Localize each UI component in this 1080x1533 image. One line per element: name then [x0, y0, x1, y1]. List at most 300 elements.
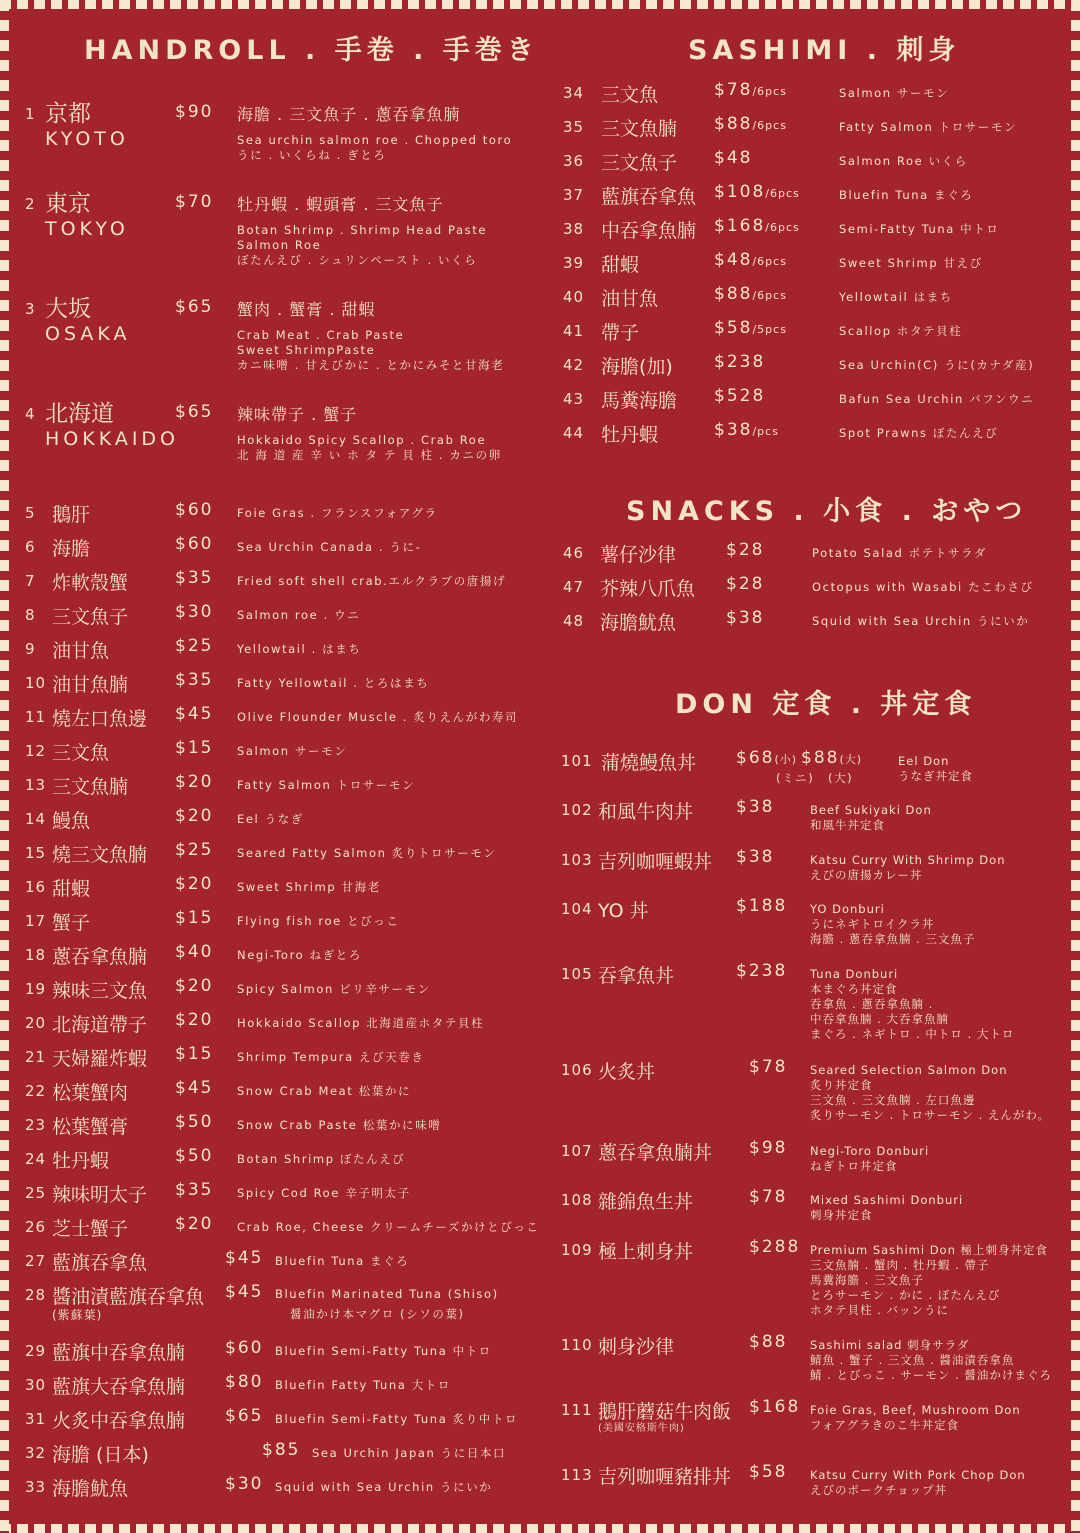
description-line: 和風牛丼定食 — [810, 818, 885, 832]
item-number: 44 — [563, 424, 585, 442]
item-description: Salmon サーモン — [237, 744, 348, 758]
item-number: 111 — [561, 1401, 593, 1419]
item-price: $45 — [175, 704, 214, 724]
item-number: 4 — [25, 405, 36, 423]
item-price: $60 — [175, 534, 214, 554]
item-name: 極上刺身丼 — [598, 1241, 694, 1263]
price-value: $48 — [714, 250, 753, 270]
item-number: 36 — [563, 152, 585, 170]
price-unit: /6pcs — [765, 221, 800, 234]
item-name: 海膽(加) — [601, 356, 673, 378]
item-number: 40 — [563, 288, 585, 306]
price-unit: /pcs — [752, 425, 779, 438]
item-name: 藍旗吞拿魚 — [52, 1252, 148, 1274]
item-price: $60 — [225, 1338, 264, 1358]
item-price: $38 — [736, 847, 775, 867]
description-line: Beef Sukiyaki Don — [810, 803, 932, 817]
item-name: 海膽 — [52, 538, 91, 560]
item-description: Fried soft shell crab.エルクラブの唐揚げ — [237, 574, 507, 588]
item-name: 松葉蟹膏 — [52, 1116, 129, 1138]
item-price: $80 — [225, 1372, 264, 1392]
item-number: 13 — [25, 776, 47, 794]
item-price: $45 — [225, 1282, 264, 1302]
item-price: $65 — [225, 1406, 264, 1426]
description-line: Negi-Toro Donburi — [810, 1144, 930, 1158]
description-line: 北 海 道 産 辛 い ホ タ テ 貝 柱 . カニの卵 — [237, 448, 502, 462]
item-number: 27 — [25, 1252, 47, 1270]
item-description: Sea Urchin Canada . うに- — [237, 540, 422, 554]
border-left — [0, 0, 9, 1533]
item-price: $88 — [749, 1332, 788, 1352]
item-number: 31 — [25, 1410, 47, 1428]
description-line: Seared Selection Salmon Don — [810, 1063, 1008, 1077]
item-name: 三文魚 — [601, 84, 659, 106]
item-name: 醬油漬藍旗吞拿魚 — [52, 1286, 205, 1308]
item-number: 20 — [25, 1014, 47, 1032]
price-value: $68 — [736, 748, 775, 768]
item-name: 薯仔沙律 — [600, 544, 677, 566]
item-description: Spicy Salmon ピリ辛サーモン — [237, 982, 431, 996]
item-number: 37 — [563, 186, 585, 204]
description-line: Katsu Curry With Pork Chop Don — [810, 1468, 1026, 1482]
item-name: 藍旗中吞拿魚腩 — [52, 1342, 186, 1364]
price-value: $78 — [714, 80, 753, 100]
item-description: Fatty Yellowtail . とろはまち — [237, 676, 430, 690]
item-name: 牡丹蝦 — [52, 1150, 110, 1172]
item-price: $20 — [175, 976, 214, 996]
price-unit: /6pcs — [752, 289, 787, 302]
item-description: Bluefin Semi-Fatty Tuna 中トロ — [275, 1344, 492, 1358]
price-unit: /6pcs — [752, 85, 787, 98]
price-value: $48 — [714, 148, 753, 168]
description-line: フォアグラきのこ牛丼定食 — [810, 1418, 960, 1432]
description-line: 炙り丼定食 — [810, 1078, 873, 1092]
price-value: $238 — [714, 352, 766, 372]
item-description: Sweet Shrimp 甘海老 — [237, 880, 381, 894]
description-line: 馬糞海膽 . 三文魚子 — [810, 1273, 924, 1287]
item-price — [714, 420, 779, 440]
description-line: 海膽 . 蔥吞拿魚腩 . 三文魚子 — [810, 932, 976, 946]
item-price: $15 — [175, 908, 214, 928]
item-price — [714, 114, 787, 134]
item-name: 天婦羅炸蝦 — [52, 1048, 148, 1070]
item-description — [810, 803, 932, 833]
description-line: 鯖 . とびっこ . サーモン . 醤油かけまぐろ — [810, 1368, 1052, 1382]
item-name: 炸軟殼蟹 — [52, 572, 129, 594]
item-number: 30 — [25, 1376, 47, 1394]
item-name: 三文魚腩 — [601, 118, 678, 140]
item-description: Salmon サーモン — [839, 86, 950, 100]
item-price: $15 — [175, 1044, 214, 1064]
item-price: $98 — [749, 1138, 788, 1158]
item-subname: (紫蘇葉) — [52, 1308, 103, 1322]
price-unit: /6pcs — [752, 119, 787, 132]
item-name: 辣味三文魚 — [52, 980, 148, 1002]
item-description: Bluefin Semi-Fatty Tuna 炙り中トロ — [275, 1412, 519, 1426]
description-line: カニ味噌 . 甘えびかに . とかにみそと甘海老 — [237, 358, 505, 372]
item-price: $78 — [749, 1057, 788, 1077]
item-number: 5 — [25, 504, 36, 522]
item-name: 鵝肝 — [52, 504, 91, 526]
price-value-2: $88 — [801, 748, 840, 768]
item-number: 2 — [25, 195, 36, 213]
item-name: 蔥吞拿魚腩 — [52, 946, 148, 968]
item-price: $78 — [749, 1187, 788, 1207]
item-price: $60 — [175, 500, 214, 520]
item-price: $238 — [736, 961, 788, 981]
item-name: 芥辣八爪魚 — [600, 578, 696, 600]
item-name: 甜蝦 — [52, 878, 91, 900]
item-name: 馬糞海膽 — [601, 390, 678, 412]
item-price: $30 — [225, 1474, 264, 1494]
item-description: Eel うなぎ — [237, 812, 304, 826]
item-price: $85 — [262, 1440, 301, 1460]
price-sub-note: (ミニ) — [776, 771, 815, 785]
item-name: 燒左口魚邊 — [52, 708, 148, 730]
item-price: $50 — [175, 1112, 214, 1132]
item-number: 25 — [25, 1184, 47, 1202]
item-number: 113 — [561, 1466, 593, 1484]
item-price: $50 — [175, 1146, 214, 1166]
item-number: 35 — [563, 118, 585, 136]
item-name: 吉列咖喱蝦丼 — [598, 851, 713, 873]
item-name: 藍旗吞拿魚 — [601, 186, 697, 208]
description-line: YO Donburi — [810, 902, 885, 916]
item-number: 3 — [25, 300, 36, 318]
item-number: 1 — [25, 105, 36, 123]
item-description: Seared Fatty Salmon 炙りトロサーモン — [237, 846, 497, 860]
description-line: 三文魚 . 三文魚腩 . 左口魚邊 — [810, 1093, 976, 1107]
item-name: 東京 — [45, 191, 91, 217]
description-line: Premium Sashimi Don 極上刺身丼定食 — [810, 1243, 1049, 1257]
item-description: Botan Shrimp ぼたんえび — [237, 1152, 406, 1166]
handroll-title: HANDROLL . 手卷 . 手巻き — [84, 35, 539, 66]
item-number: 47 — [563, 578, 585, 596]
item-description: Shrimp Tempura えび天巻き — [237, 1050, 425, 1064]
item-description — [237, 133, 512, 163]
item-number: 109 — [561, 1241, 593, 1259]
item-name: 松葉蟹肉 — [52, 1082, 129, 1104]
item-name: 吉列咖喱豬排丼 — [598, 1466, 732, 1488]
item-description — [898, 754, 973, 784]
border-right — [1071, 0, 1080, 1533]
item-name: 牡丹蝦 — [601, 424, 659, 446]
item-number: 108 — [561, 1191, 593, 1209]
item-title: 海膽 . 三文魚子 . 蔥吞拿魚腩 — [237, 105, 461, 124]
price-value: $528 — [714, 386, 766, 406]
item-price — [714, 182, 800, 202]
description-line: Hokkaido Spicy Scallop . Crab Roe — [237, 433, 487, 447]
description-line: まぐろ . ネギトロ . 中トロ . 大トロ — [810, 1027, 1015, 1041]
price-note: (小) — [774, 753, 798, 766]
description-line: Tuna Donburi — [810, 967, 899, 981]
item-number: 104 — [561, 900, 593, 918]
item-name: 蟹子 — [52, 912, 91, 934]
item-price: $38 — [736, 797, 775, 817]
item-number: 41 — [563, 322, 585, 340]
description-line: ホタテ貝柱 . バッンうに — [810, 1303, 949, 1317]
item-description — [810, 902, 975, 947]
item-description — [810, 853, 1005, 883]
item-number: 16 — [25, 878, 47, 896]
item-number: 48 — [563, 612, 585, 630]
snacks-title: SNACKS . 小食 . おやつ — [626, 496, 1028, 527]
item-name: 帶子 — [601, 322, 640, 344]
item-description: Squid with Sea Urchin うにいか — [812, 614, 1030, 628]
item-description: Olive Flounder Muscle . 炙りえんがわ寿司 — [237, 710, 519, 724]
item-number: 17 — [25, 912, 47, 930]
description-line: 刺身丼定食 — [810, 1208, 873, 1222]
item-description: Flying fish roe とびっこ — [237, 914, 400, 928]
price-value: $88 — [714, 284, 753, 304]
item-price — [714, 386, 765, 406]
item-number: 9 — [25, 640, 36, 658]
item-price: $20 — [175, 1010, 214, 1030]
item-number: 43 — [563, 390, 585, 408]
item-price: $40 — [175, 942, 214, 962]
item-price: $15 — [175, 738, 214, 758]
item-name: 三文魚子 — [601, 152, 678, 174]
description-line: Eel Don — [898, 754, 950, 768]
price-note-2: (大) — [839, 753, 863, 766]
item-description — [237, 433, 502, 463]
item-number: 15 — [25, 844, 47, 862]
item-number: 18 — [25, 946, 47, 964]
item-number: 8 — [25, 606, 36, 624]
item-number: 14 — [25, 810, 47, 828]
item-title: 辣味帶子 . 蟹子 — [237, 405, 358, 424]
price-value: $38 — [714, 420, 753, 440]
description-line: Sashimi salad 刺身サラダ — [810, 1338, 970, 1352]
price-value: $108 — [714, 182, 766, 202]
item-price: $90 — [175, 102, 214, 122]
item-price: $45 — [225, 1248, 264, 1268]
item-name: 海膽魷魚 — [600, 612, 677, 634]
item-name: 海膽魷魚 — [52, 1478, 129, 1500]
description-line: Katsu Curry With Shrimp Don — [810, 853, 1006, 867]
item-name: 甜蝦 — [601, 254, 640, 276]
item-name: 三文魚子 — [52, 606, 129, 628]
item-description — [810, 1144, 929, 1174]
item-price — [714, 284, 787, 304]
description-line: 炙りサーモン . トロサーモン . えんがわ。 — [810, 1108, 1050, 1122]
item-name: 北海道 — [45, 401, 114, 427]
item-romaji: HOKKAIDO — [45, 428, 180, 450]
item-description: Scallop ホタテ貝柱 — [839, 324, 963, 338]
description-line: Sweet ShrimpPaste — [237, 343, 376, 357]
don-title: DON 定食 . 丼定食 — [675, 689, 977, 720]
item-name: 火炙中吞拿魚腩 — [52, 1410, 186, 1432]
item-name: 油甘魚 — [52, 640, 110, 662]
item-price: $28 — [726, 574, 765, 594]
item-price: $20 — [175, 806, 214, 826]
item-description: Sweet Shrimp 甘えび — [839, 256, 983, 270]
item-price: $20 — [175, 772, 214, 792]
item-name: 油甘魚腩 — [52, 674, 129, 696]
item-description: Crab Roe, Cheese クリームチーズかけとびっこ — [237, 1220, 540, 1234]
item-price: $35 — [175, 1180, 214, 1200]
item-name: 鰻魚 — [52, 810, 91, 832]
item-description: Bluefin Fatty Tuna 大トロ — [275, 1378, 451, 1392]
item-title: 蟹肉 . 蟹膏 . 甜蝦 — [237, 300, 376, 319]
item-price: $35 — [175, 670, 214, 690]
item-number: 32 — [25, 1444, 47, 1462]
item-description — [810, 1338, 1052, 1383]
item-number: 6 — [25, 538, 36, 556]
item-description: Negi-Toro ねぎとろ — [237, 948, 362, 962]
item-name: 辣味明太子 — [52, 1184, 148, 1206]
item-description — [237, 223, 487, 268]
description-line: えびのポークチョップ丼 — [810, 1483, 948, 1497]
item-number: 103 — [561, 851, 593, 869]
item-description: Octopus with Wasabi たこわさび — [812, 580, 1034, 594]
item-description: Bluefin Tuna まぐろ — [839, 188, 974, 202]
item-name: 海膽 (日本) — [52, 1444, 149, 1466]
item-description: Snow Crab Meat 松葉かに — [237, 1084, 412, 1098]
item-number: 110 — [561, 1336, 593, 1354]
description-line: うに . いくらね . ぎとろ — [237, 148, 387, 162]
item-description: Spicy Cod Roe 辛子明太子 — [237, 1186, 411, 1200]
item-number: 21 — [25, 1048, 47, 1066]
item-number: 46 — [563, 544, 585, 562]
item-description: Bluefin Tuna まぐろ — [275, 1254, 410, 1268]
price-value: $168 — [714, 216, 766, 236]
item-number: 19 — [25, 980, 47, 998]
item-price: $65 — [175, 402, 214, 422]
item-number: 33 — [25, 1478, 47, 1496]
item-name: 火炙丼 — [598, 1061, 656, 1083]
item-number: 24 — [25, 1150, 47, 1168]
description-line: 鯖魚 . 蟹子 . 三文魚 . 醬油漬吞拿魚 — [810, 1353, 1015, 1367]
item-price: $25 — [175, 840, 214, 860]
description-line: とろサーモン . かに . ぼたんえび — [810, 1288, 1001, 1302]
item-name: 吞拿魚丼 — [598, 965, 675, 987]
item-romaji: TOKYO — [45, 218, 129, 240]
item-description: Fatty Salmon トロサーモン — [839, 120, 1018, 134]
item-description: Salmon Roe いくら — [839, 154, 968, 168]
item-description: Squid with Sea Urchin うにいか — [275, 1480, 493, 1494]
price-unit: /5pcs — [752, 323, 787, 336]
item-price — [714, 216, 800, 236]
item-price: $168 — [749, 1397, 801, 1417]
item-description: Spot Prawns ぼたんえび — [839, 426, 999, 440]
item-description: Fatty Salmon トロサーモン — [237, 778, 416, 792]
item-number: 26 — [25, 1218, 47, 1236]
item-name: 蔥吞拿魚腩丼 — [598, 1142, 713, 1164]
item-number: 29 — [25, 1342, 47, 1360]
item-price: $288 — [749, 1237, 801, 1257]
description-line: うなぎ丼定食 — [898, 769, 973, 783]
item-number: 107 — [561, 1142, 593, 1160]
description-line: うにネギトロイクラ丼 — [810, 917, 935, 931]
description-line: Mixed Sashimi Donburi — [810, 1193, 964, 1207]
description-line: ぼたんえび . シュリンペースト . いくら — [237, 253, 478, 267]
item-description: Potato Salad ポテトサラダ — [812, 546, 988, 560]
item-name: 芝士蟹子 — [52, 1218, 129, 1240]
border-bottom — [0, 1524, 1080, 1533]
item-price — [736, 748, 862, 768]
item-price: $20 — [175, 1214, 214, 1234]
item-name: 和風牛肉丼 — [598, 801, 694, 823]
item-subname: (美國安格斯牛肉) — [598, 1423, 685, 1434]
item-number: 101 — [561, 752, 593, 770]
item-description — [810, 1243, 1048, 1318]
item-price: $20 — [175, 874, 214, 894]
item-number: 28 — [25, 1286, 47, 1304]
price-unit: /6pcs — [752, 255, 787, 268]
item-price — [714, 352, 765, 372]
item-name: 藍旗大吞拿魚腩 — [52, 1376, 186, 1398]
description-line: Botan Shrimp . Shrimp Head Paste — [237, 223, 488, 237]
item-romaji: OSAKA — [45, 323, 131, 345]
item-description — [810, 1063, 1050, 1123]
description-line: ねぎトロ丼定食 — [810, 1159, 898, 1173]
description-line: Foie Gras, Beef, Mushroom Don — [810, 1403, 1021, 1417]
description-line: 中吞拿魚腩 . 大吞拿魚腩 — [810, 1012, 949, 1026]
item-price: $25 — [175, 636, 214, 656]
item-name: 鵝肝蘑菇牛肉飯 — [598, 1401, 732, 1423]
description-line: えびの唐揚カレー丼 — [810, 868, 923, 882]
item-price: $30 — [175, 602, 214, 622]
item-price: $70 — [175, 192, 214, 212]
item-description: Sea Urchin(C) うに(カナダ産) — [839, 358, 1035, 372]
item-name: 蒲燒鰻魚丼 — [601, 752, 697, 774]
item-number: 10 — [25, 674, 47, 692]
item-description: Yellowtail はまち — [839, 290, 953, 304]
item-price: $65 — [175, 297, 214, 317]
item-title: 牡丹蝦 . 蝦頭膏 . 三文魚子 — [237, 195, 444, 214]
item-description: Foie Gras . フランスフォアグラ — [237, 506, 438, 520]
description-line: Salmon Roe — [237, 238, 322, 252]
item-price: $188 — [736, 896, 788, 916]
item-romaji: KYOTO — [45, 128, 129, 150]
item-price: $45 — [175, 1078, 214, 1098]
description-line: Sea urchin salmon roe . Chopped toro — [237, 133, 513, 147]
price-unit: /6pcs — [765, 187, 800, 200]
item-description: Hokkaido Scallop 北海道産ホタテ貝柱 — [237, 1016, 485, 1030]
item-price — [714, 80, 787, 100]
description-line: 吞拿魚 . 蔥吞拿魚腩 . — [810, 997, 934, 1011]
item-description: Salmon roe . ウニ — [237, 608, 361, 622]
item-description — [810, 1468, 1026, 1498]
item-number: 39 — [563, 254, 585, 272]
item-description-2: 醤油かけ本マグロ (シソの葉) — [290, 1307, 465, 1321]
item-number: 22 — [25, 1082, 47, 1100]
item-name: 三文魚 — [52, 742, 110, 764]
item-description: Sea Urchin Japan うに日本口 — [312, 1446, 507, 1460]
item-number: 11 — [25, 708, 47, 726]
item-name: 北海道帶子 — [52, 1014, 148, 1036]
description-line: 三文魚腩 . 蟹肉 . 牡丹蝦 . 帶子 — [810, 1258, 990, 1272]
item-description: Semi-Fatty Tuna 中トロ — [839, 222, 1000, 236]
item-price — [714, 148, 752, 168]
item-number: 102 — [561, 801, 593, 819]
price-sub-note-2: (大) — [828, 771, 854, 785]
item-name: 中吞拿魚腩 — [601, 220, 697, 242]
item-name: YO 丼 — [598, 900, 649, 922]
item-description: Yellowtail . はまち — [237, 642, 362, 656]
item-name: 大坂 — [45, 296, 91, 322]
item-price: $58 — [749, 1462, 788, 1482]
item-name: 刺身沙律 — [598, 1336, 675, 1358]
item-number: 105 — [561, 965, 593, 983]
item-description — [810, 1403, 1021, 1433]
price-value: $58 — [714, 318, 753, 338]
item-description: Snow Crab Paste 松葉かに味噌 — [237, 1118, 442, 1132]
item-price: $35 — [175, 568, 214, 588]
item-number: 42 — [563, 356, 585, 374]
item-number: 7 — [25, 572, 36, 590]
